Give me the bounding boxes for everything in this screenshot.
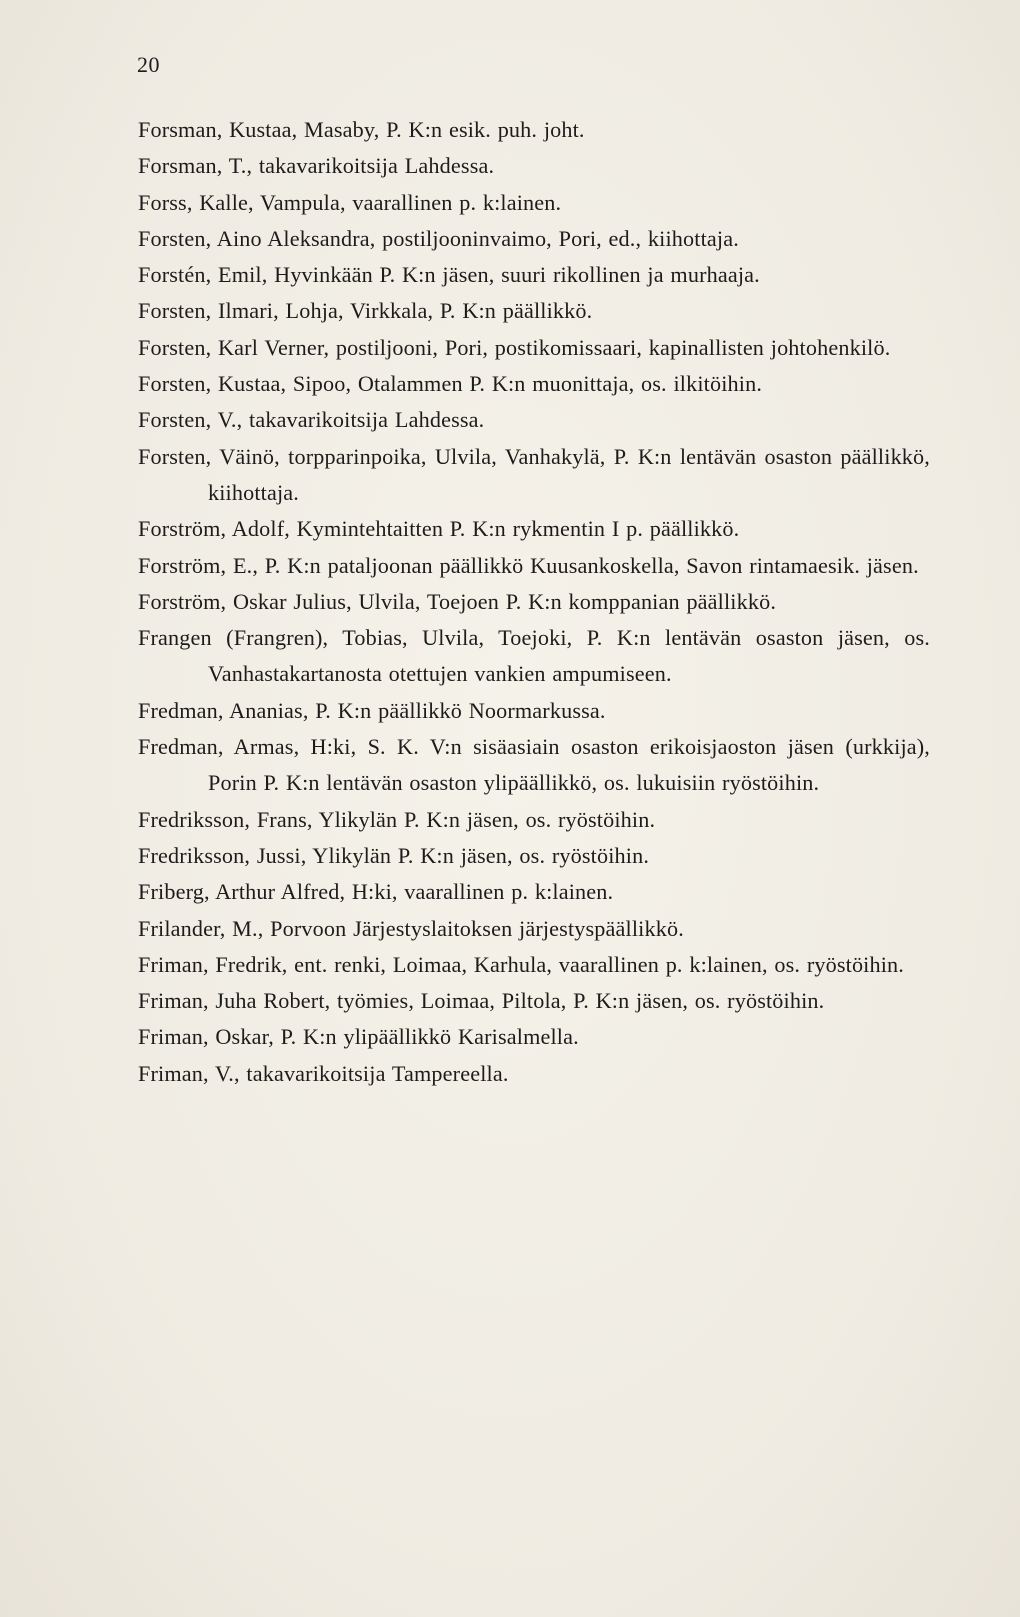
list-item: Fredriksson, Jussi, Ylikylän P. K:n jäsen, os. ryöstöihin. [138,842,650,868]
list-item: Forsten, Kustaa, Sipoo, Otalammen P. K:n muonittaja, os. ilkitöihin. [138,371,763,397]
list-item: Friberg, Arthur Alfred, H:ki, vaarallinen p. k:lainen. [138,879,614,905]
list-item: Fredman, Armas, H:ki, S. K. V:n sisäasiain osaston erikoisjaoston jäsen (urkkija), Porin P. K:n lentävän osaston ylipäällikkö, os. lukuisiin ryöstöihin. [138,734,930,796]
list-item: Forsten, V., takavarikoitsija Lahdessa. [138,407,485,433]
list-item: Friman, V., takavarikoitsija Tampereella. [138,1060,509,1086]
list-item: Forsten, Aino Aleksandra, postiljooninvaimo, Pori, ed., kiihottaja. [138,225,739,251]
list-item: Friman, Oskar, P. K:n ylipäällikkö Karisalmella. [138,1024,579,1050]
list-item: Friman, Fredrik, ent. renki, Loimaa, Karhula, vaarallinen p. k:lainen, os. ryöstöihin. [138,951,904,977]
list-item: Forsten, Ilmari, Lohja, Virkkala, P. K:n päällikkö. [138,298,593,324]
list-item: Forstén, Emil, Hyvinkään P. K:n jäsen, suuri rikollinen ja murhaaja. [138,262,760,288]
list-item: Forström, Adolf, Kymintehtaitten P. K:n rykmentin I p. päällikkö. [138,516,740,542]
entry-list [138,112,930,1092]
list-item: Forsten, Väinö, torpparinpoika, Ulvila, Vanhakylä, P. K:n lentävän osaston päällikkö, kiihottaja. [138,443,930,505]
list-item: Forsten, Karl Verner, postiljooni, Pori, postikomissaari, kapinallisten johtohenkilö. [138,334,891,360]
list-item: Friman, Juha Robert, työmies, Loimaa, Piltola, P. K:n jäsen, os. ryöstöihin. [138,988,825,1014]
page-number: 20 [137,52,160,77]
list-item: Forström, Oskar Julius, Ulvila, Toejoen P. K:n komppanian päällikkö. [138,588,777,614]
list-item: Forss, Kalle, Vampula, vaarallinen p. k:lainen. [138,189,562,215]
list-item: Fredman, Ananias, P. K:n päällikkö Noormarkussa. [138,697,606,723]
list-item: Forsman, Kustaa, Masaby, P. K:n esik. puh. joht. [138,117,585,142]
list-item: Fredriksson, Frans, Ylikylän P. K:n jäsen, os. ryöstöihin. [138,806,656,832]
list-item: Frilander, M., Porvoon Järjestyslaitoksen järjestyspäällikkö. [138,915,684,941]
list-item: Forström, E., P. K:n pataljoonan päällikkö Kuusankoskella, Savon rintamaesik. jäsen. [138,552,919,578]
list-item: Frangen (Frangren), Tobias, Ulvila, Toejoki, P. K:n lentävän osaston jäsen, os. Vanhastakartanosta otettujen vankien ampumiseen. [138,625,930,687]
list-item: Forsman, T., takavarikoitsija Lahdessa. [138,153,495,179]
